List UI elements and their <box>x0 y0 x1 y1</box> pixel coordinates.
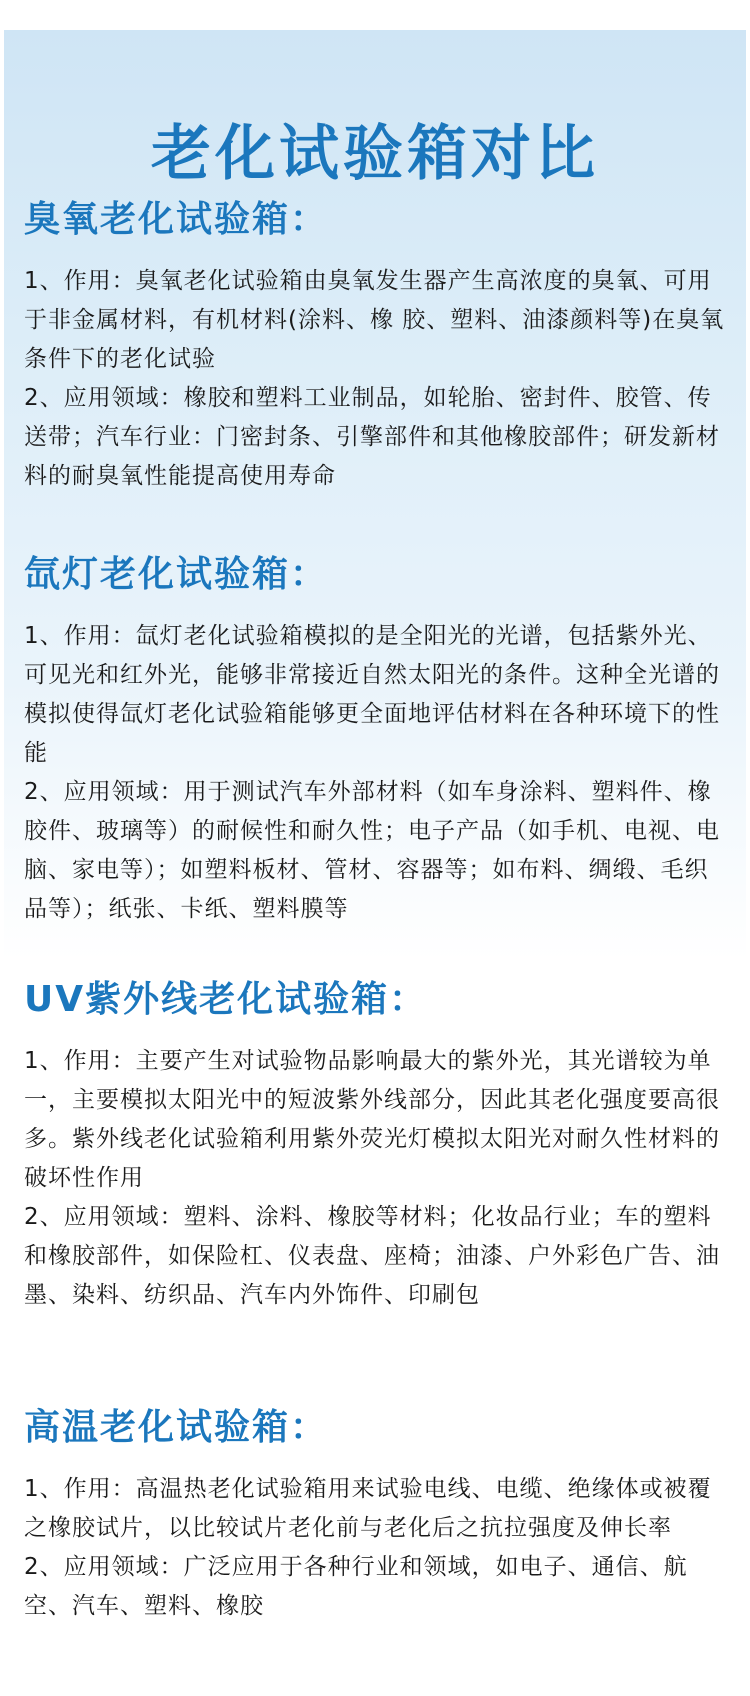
section-heading: 氙灯老化试验箱： <box>24 554 329 595</box>
paragraph-function: 1、作用：主要产生对试验物品影响最大的紫外光，其光谱较为单一，主要模拟太阳光中的短波紫外线部分，因此其老化强度要高很多。紫外线老化试验箱利用紫外荧光灯模拟太阳光对耐久性材料的破坏性作用 <box>24 1048 720 1191</box>
paragraph-applications: 2、应用领域：广泛应用于各种行业和领域，如电子、通信、航空、汽车、塑料、橡胶 <box>24 1554 688 1619</box>
page-title: 老化试验箱对比 <box>151 119 599 190</box>
paragraph-applications: 2、应用领域：用于测试汽车外部材料（如车身涂料、塑料件、橡胶件、玻璃等）的耐候性和耐久性；电子产品（如手机、电视、电脑、家电等）；如塑料板材、管材、容器等；如布料、绸缎、毛织品等）；纸张、卡纸、塑料膜等 <box>24 779 720 922</box>
section-high-temperature-chamber <box>24 1404 730 1626</box>
section-uv-chamber <box>24 976 730 1315</box>
section-heading: UV紫外线老化试验箱： <box>24 979 428 1020</box>
section-xenon-chamber <box>24 551 730 929</box>
section-heading: 臭氧老化试验箱： <box>24 199 329 240</box>
section-heading: 高温老化试验箱： <box>24 1407 329 1448</box>
paragraph-function: 1、作用：臭氧老化试验箱由臭氧发生器产生高浓度的臭氧、可用于非金属材料，有机材料(涂料、橡 胶、塑料、油漆颜料等)在臭氧条件下的老化试验 <box>24 268 725 372</box>
paragraph-applications: 2、应用领域：橡胶和塑料工业制品，如轮胎、密封件、胶管、传送带；汽车行业：门密封条、引擎部件和其他橡胶部件；研发新材料的耐臭氧性能提高使用寿命 <box>24 385 720 489</box>
paragraph-function: 1、作用：高温热老化试验箱用来试验电线、电缆、绝缘体或被覆之橡胶试片，以比较试片老化前与老化后之抗拉强度及伸长率 <box>24 1476 712 1541</box>
section-ozone-chamber <box>24 196 730 496</box>
paragraph-applications: 2、应用领域：塑料、涂料、橡胶等材料；化妆品行业；车的塑料和橡胶部件，如保险杠、仪表盘、座椅；油漆、户外彩色广告、油墨、染料、纺织品、汽车内外饰件、印刷包 <box>24 1204 720 1308</box>
paragraph-function: 1、作用：氙灯老化试验箱模拟的是全阳光的光谱，包括紫外光、可见光和红外光，能够非常接近自然太阳光的条件。这种全光谱的模拟使得氙灯老化试验箱能够更全面地评估材料在各种环境下的性能 <box>24 623 720 766</box>
